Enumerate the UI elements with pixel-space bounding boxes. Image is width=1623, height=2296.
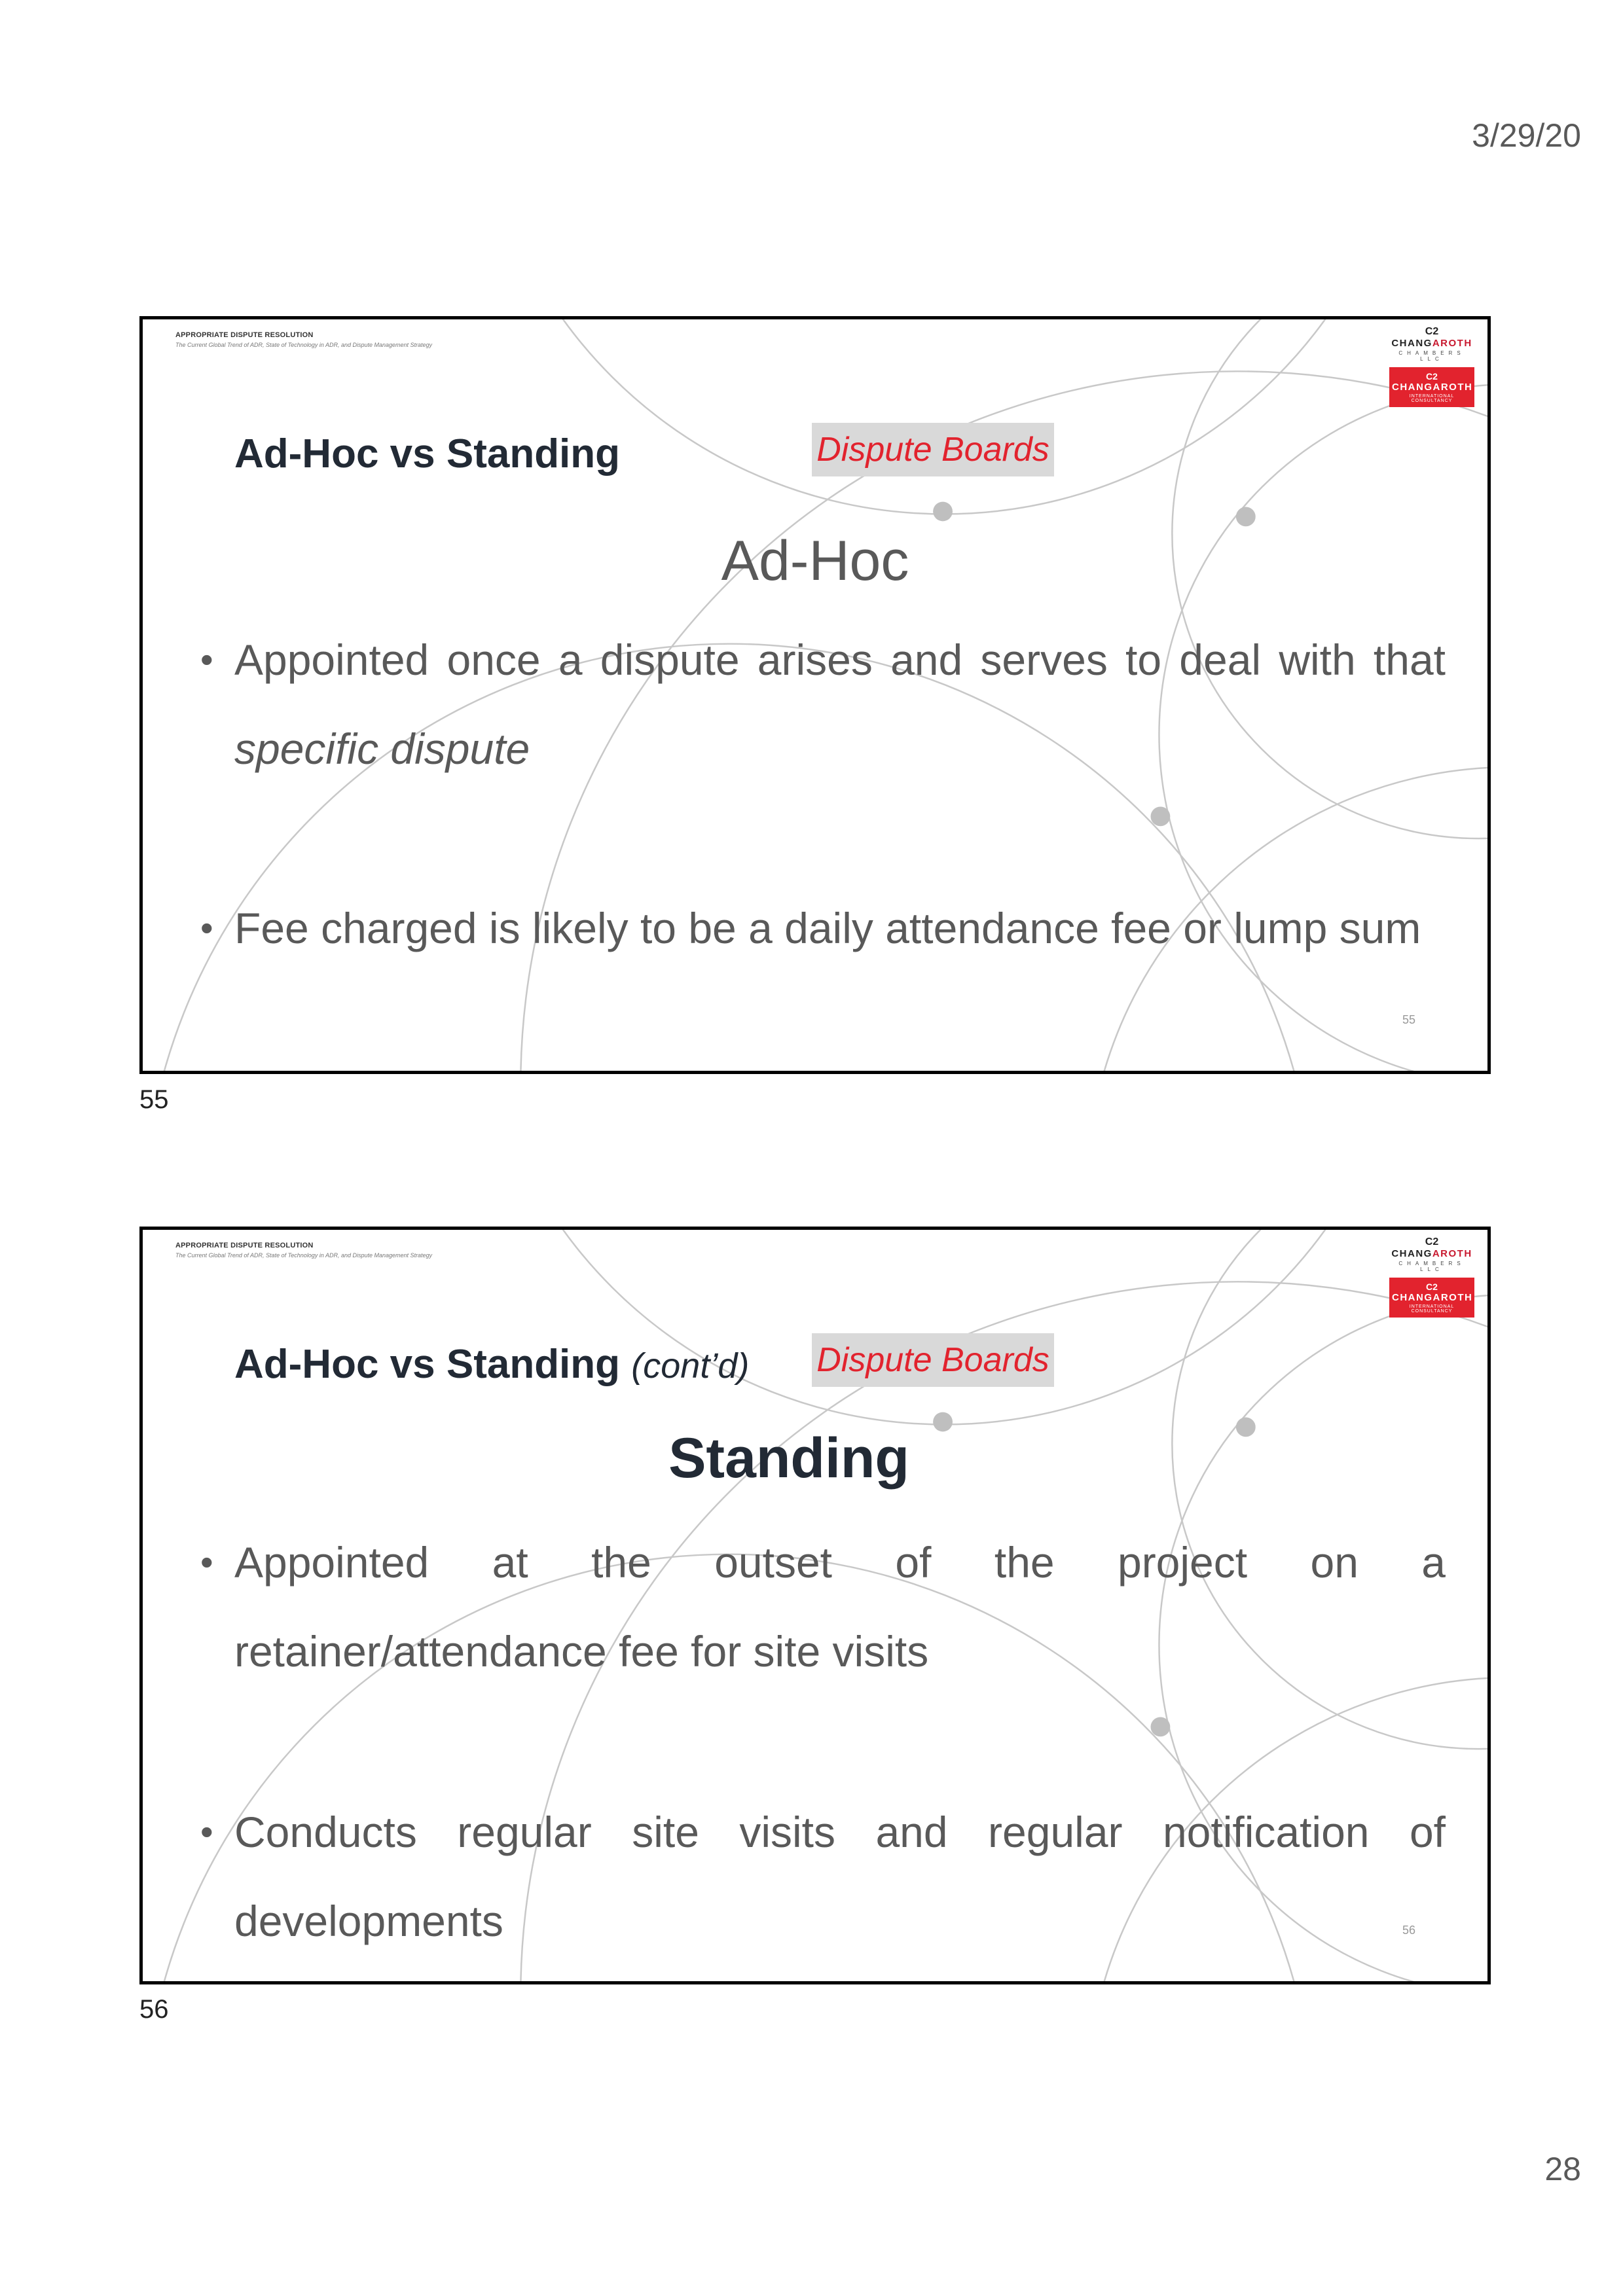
logo-sub-2: INTERNATIONAL CONSULTANCY: [1409, 1304, 1455, 1314]
node-dot: [1151, 1717, 1171, 1737]
title-suffix: (cont’d): [631, 1346, 750, 1386]
slide-number-label: 56: [139, 1995, 169, 2024]
page-date: 3/29/20: [1472, 117, 1581, 154]
subheading: Ad-Hoc: [721, 529, 909, 592]
node-dot: [1151, 807, 1171, 827]
slide-56: [139, 1227, 1491, 1984]
bullet-item: • Conducts regular site visits and regular notification of developments: [234, 1787, 1446, 1965]
company-logo: [1389, 1236, 1474, 1318]
header-line2: The Current Global Trend of ADR, State of Technology in ADR, and Dispute Management Strategy: [175, 1252, 433, 1259]
subheading: Standing: [668, 1427, 909, 1490]
header-line1: APPROPRIATE DISPUTE RESOLUTION: [175, 331, 314, 339]
page-number: 28: [1544, 2151, 1581, 2187]
slide-title: Ad-Hoc vs Standing: [234, 431, 621, 476]
slide-footer-number: 55: [1402, 1013, 1415, 1026]
node-dot: [1236, 507, 1256, 527]
logo-box: [1389, 1278, 1474, 1318]
bullet-item: • Appointed at the outset of the project on a retainer/attendance fee for site visits: [234, 1518, 1446, 1696]
topic-tag: Dispute Boards: [812, 423, 1054, 476]
logo-sub: CHAMBERS LLC: [1398, 1261, 1465, 1272]
bullet-item: • Fee charged is likely to be a daily attendance fee or lump sum: [234, 884, 1446, 973]
topic-tag: Dispute Boards: [812, 1333, 1054, 1387]
logo-brand: CHANGAROTH: [1391, 1248, 1472, 1259]
slide-footer-number: 56: [1402, 1924, 1415, 1937]
logo-mark: C2: [1425, 1236, 1439, 1247]
logo-sub-2: INTERNATIONAL CONSULTANCY: [1409, 394, 1455, 403]
slide-header: [175, 1242, 432, 1259]
header-line1: APPROPRIATE DISPUTE RESOLUTION: [175, 1242, 314, 1249]
slide-header: [175, 331, 432, 348]
slide-number-label: 55: [139, 1085, 169, 1114]
logo-brand-2: CHANGAROTH: [1392, 1292, 1473, 1303]
bullet-item: • Appointed once a dispute arises and serves to deal with that specific dispute: [234, 615, 1446, 793]
logo-mark-2: C2: [1426, 371, 1438, 382]
logo-mark: C2: [1425, 326, 1439, 337]
slide-55: [139, 316, 1491, 1074]
company-logo: [1389, 326, 1474, 407]
logo-box: [1389, 367, 1474, 407]
logo-brand-2: CHANGAROTH: [1392, 382, 1473, 393]
logo-mark-2: C2: [1426, 1282, 1438, 1292]
slide-title: Ad-Hoc vs Standing (cont’d): [234, 1342, 750, 1387]
logo-sub: CHAMBERS LLC: [1398, 350, 1465, 362]
header-line2: The Current Global Trend of ADR, State of Technology in ADR, and Dispute Management Strategy: [175, 342, 433, 348]
logo-brand: CHANGAROTH: [1391, 338, 1472, 349]
node-dot: [933, 502, 953, 522]
